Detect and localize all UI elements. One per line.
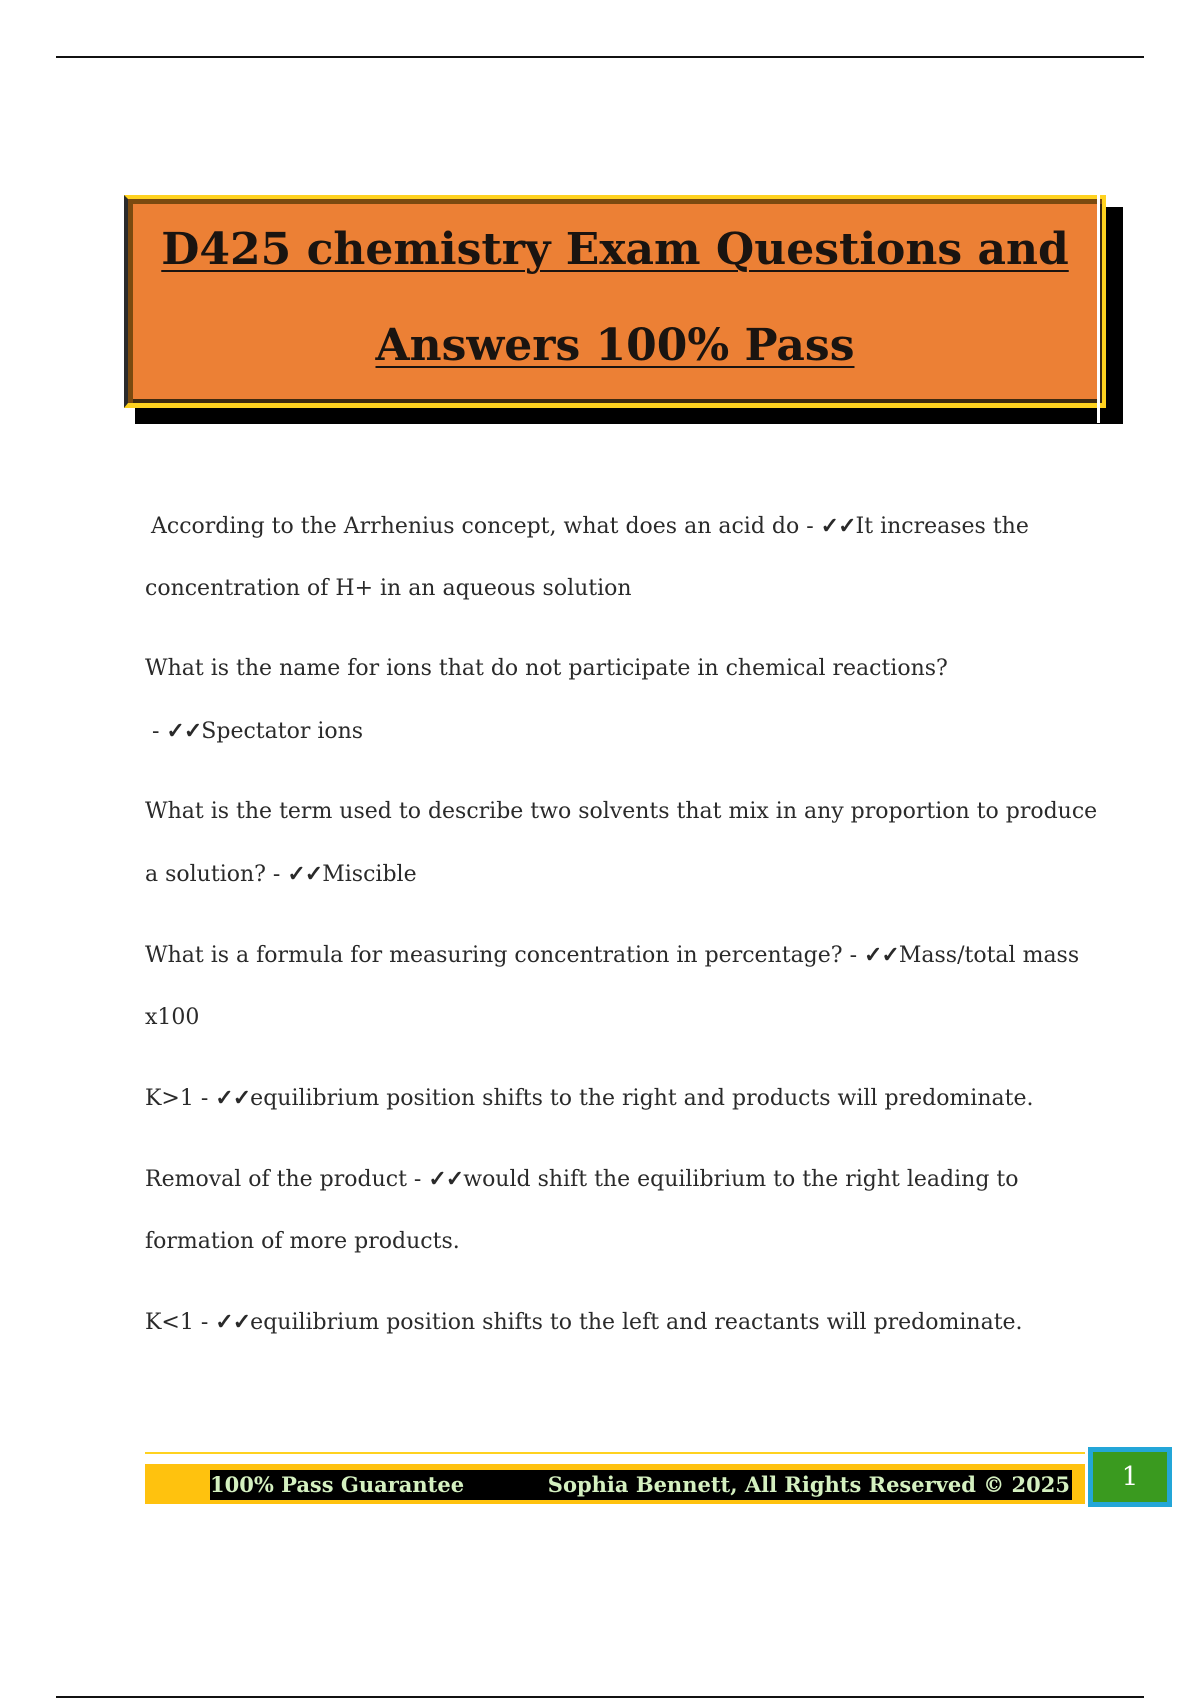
bottom-rule: [56, 1696, 1144, 1698]
title-line-1: D425 chemistry Exam Questions and: [161, 224, 1069, 275]
answer-text: equilibrium position shifts to the right and products will predominate.: [250, 1086, 1034, 1111]
page-number: 1: [1088, 1447, 1172, 1507]
answer-text: equilibrium position shifts to the left and reactants will predominate.: [250, 1310, 1023, 1335]
check-marks-icon: ✓✓: [428, 1166, 464, 1192]
qa-item: [145, 638, 1105, 763]
answer-text: Mass/total mass x100: [145, 943, 1080, 1030]
check-marks-icon: ✓✓: [215, 1309, 251, 1335]
footer-copyright: Sophia Bennett, All Rights Reserved © 2025: [547, 1472, 1070, 1497]
separator: -: [406, 1167, 429, 1192]
answer-text: Spectator ions: [201, 719, 364, 744]
separator: -: [193, 1310, 216, 1335]
answer-text: It increases the concentration of H+ in an aqueous solution: [145, 514, 1029, 601]
qa-item: [145, 924, 1105, 1049]
question-text: K<1: [145, 1310, 194, 1335]
question-text: What is a formula for measuring concentration in percentage?: [145, 943, 843, 968]
top-rule: [56, 56, 1144, 58]
question-text: What is the term used to describe two solvents that mix in any proportion to produce a solution?: [145, 799, 1098, 887]
qa-item: [145, 781, 1105, 906]
qa-item: [145, 495, 1105, 620]
question-text: What is the name for ions that do not participate in chemical reactions?: [145, 656, 948, 681]
question-text: Removal of the product: [145, 1167, 407, 1192]
question-answer-list: [145, 495, 1105, 1372]
qa-item: [145, 1067, 1105, 1130]
separator: -: [145, 719, 167, 744]
footer-top-line: [145, 1452, 1085, 1454]
separator: -: [842, 943, 864, 968]
check-marks-icon: ✓✓: [287, 861, 323, 887]
qa-item: [145, 1148, 1105, 1273]
separator: -: [265, 862, 288, 887]
check-marks-icon: ✓✓: [820, 513, 856, 539]
check-marks-icon: ✓✓: [864, 942, 899, 968]
qa-item: [145, 1291, 1105, 1354]
title-line-2: Answers 100% Pass: [375, 320, 855, 371]
answer-text: would shift the equilibrium to the right leading to formation of more products.: [145, 1167, 1019, 1254]
separator: -: [193, 1086, 216, 1111]
footer-pass-guarantee: 100% Pass Guarantee: [210, 1472, 465, 1497]
check-marks-icon: ✓✓: [166, 718, 202, 744]
separator: -: [799, 514, 821, 539]
question-text: According to the Arrhenius concept, what does an acid do: [151, 514, 800, 539]
question-text: K>1: [145, 1086, 194, 1111]
check-marks-icon: ✓✓: [215, 1085, 251, 1111]
answer-text: Miscible: [322, 862, 417, 887]
document-title: [130, 202, 1100, 394]
